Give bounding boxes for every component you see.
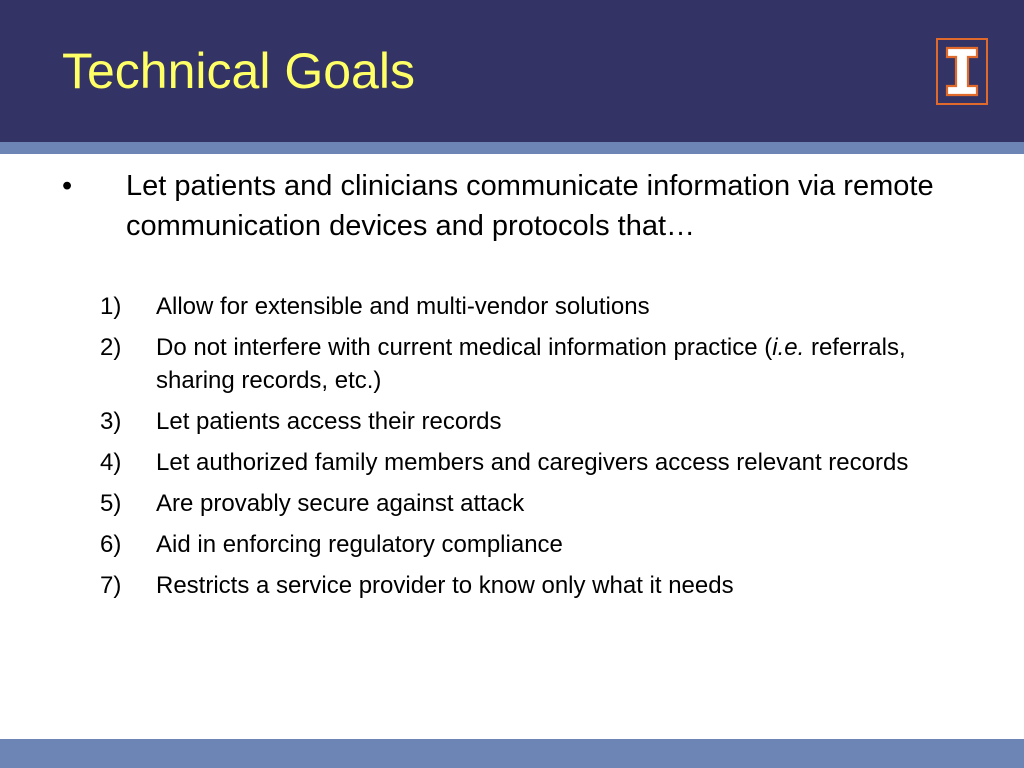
list-item-text: Allow for extensible and multi-vendor solutions [156,293,650,320]
list-item-number: 2) [100,334,122,361]
list-item-tail: referrals, sharing records, etc.) [156,334,906,394]
list-item [100,290,980,323]
slide-title: Technical Goals [62,43,415,99]
header-divider [0,142,1024,154]
list-item-text: Let patients access their records [156,408,502,435]
goals-list [100,290,980,610]
list-item-number: 7) [100,572,122,599]
list-item-number: 6) [100,531,122,558]
bullet-icon: • [62,170,73,202]
list-item-number: 4) [100,449,122,476]
list-item-italic: i.e. [772,334,805,361]
list-item-text: Do not interfere with current medical information practice ( [156,334,773,361]
list-item-text: Aid in enforcing regulatory compliance [156,531,563,558]
list-item [100,528,980,561]
block-i-logo-icon [936,38,988,105]
list-item [100,405,980,438]
list-item-number: 3) [100,408,122,435]
main-bullet [62,166,972,246]
list-item-text: Let authorized family members and caregivers access relevant records [156,449,909,476]
list-item [100,487,980,520]
list-item [100,331,980,397]
main-bullet-text: Let patients and clinicians communicate information via remote communication devices and protocols that… [126,170,934,242]
list-item-text: Are provably secure against attack [156,490,525,517]
footer-bar [0,739,1024,768]
list-item [100,569,980,602]
list-item-text-compound [156,331,980,397]
title-bar [0,0,1024,142]
list-item [100,446,980,479]
list-item-text: Restricts a service provider to know only what it needs [156,572,734,599]
list-item-number: 1) [100,293,122,320]
list-item-number: 5) [100,490,122,517]
